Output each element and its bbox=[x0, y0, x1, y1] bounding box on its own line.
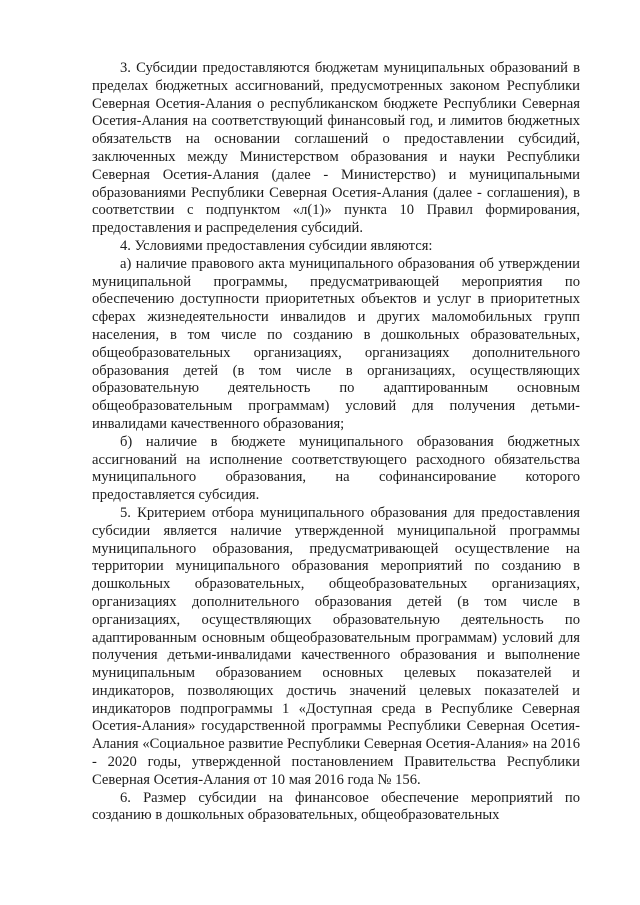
paragraph-4b: б) наличие в бюджете муниципального образования бюджетных ассигнований на исполнение соответствующего расходного обязательства муниципального образования, на софинансирование которого предоставляется субсидия. bbox=[92, 433, 580, 504]
paragraph-3: 3. Субсидии предоставляются бюджетам муниципальных образований в пределах бюджетных ассигнований, предусмотренных законом Республики Северная Осетия-Алания о республиканском бюджете Республики Северная Осетия-Алания на соответствующий финансовый год, и лимитов бюджетных обязательств на основании соглашений о предоставлении субсидий, заключенных между Министерством образования и науки Республики Северная Осетия-Алания (далее - Министерство) и муниципальными образованиями Республики Северная Осетия-Алания (далее - соглашения), в соответствии с подпунктом «л(1)» пункта 10 Правил формирования, предоставления и распределения субсидий. bbox=[92, 60, 580, 237]
paragraph-5: 5. Критерием отбора муниципального образования для предоставления субсидии является наличие утвержденной муниципальной программы муниципального образования, предусматривающей осуществление на территории муниципального образования мероприятий по созданию в дошкольных образовательных, общеобразовательных организациях, организациях дополнительного образования детей (в том числе в организациях, осуществляющих образовательную деятельность по адаптированным основным общеобразовательным программам) условий для получения детьми-инвалидами качественного образования и выполнение муниципальным образованием основных целевых показателей и индикаторов, позволяющих достичь значений целевых показателей и индикаторов подпрограммы 1 «Доступная среда в Республике Северная Осетия-Алания» государственной программы Республики Северная Осетия-Алания «Социальное развитие Республики Северная Осетия-Алания» на 2016 - 2020 годы, утвержденной постановлением Правительства Республики Северная Осетия-Алания от 10 мая 2016 года № 156. bbox=[92, 504, 580, 788]
paragraph-4: 4. Условиями предоставления субсидии являются: bbox=[120, 237, 433, 254]
document-body bbox=[92, 60, 580, 825]
paragraph-4a: а) наличие правового акта муниципального образования об утверждении муниципальной программы, предусматривающей мероприятия по обеспечению доступности приоритетных объектов и услуг в приоритетных сферах жизнедеятельности инвалидов и других маломобильных групп населения, в том числе по созданию в дошкольных образовательных, общеобразовательных организациях, организациях дополнительного образования детей (в том числе в организациях, осуществляющих образовательную деятельность по адаптированным основным общеобразовательным программам) условий для получения детьми-инвалидами качественного образования; bbox=[92, 255, 580, 432]
paragraph-6: 6. Размер субсидии на финансовое обеспечение мероприятий по созданию в дошкольных образовательных, общеобразовательных bbox=[92, 789, 580, 824]
